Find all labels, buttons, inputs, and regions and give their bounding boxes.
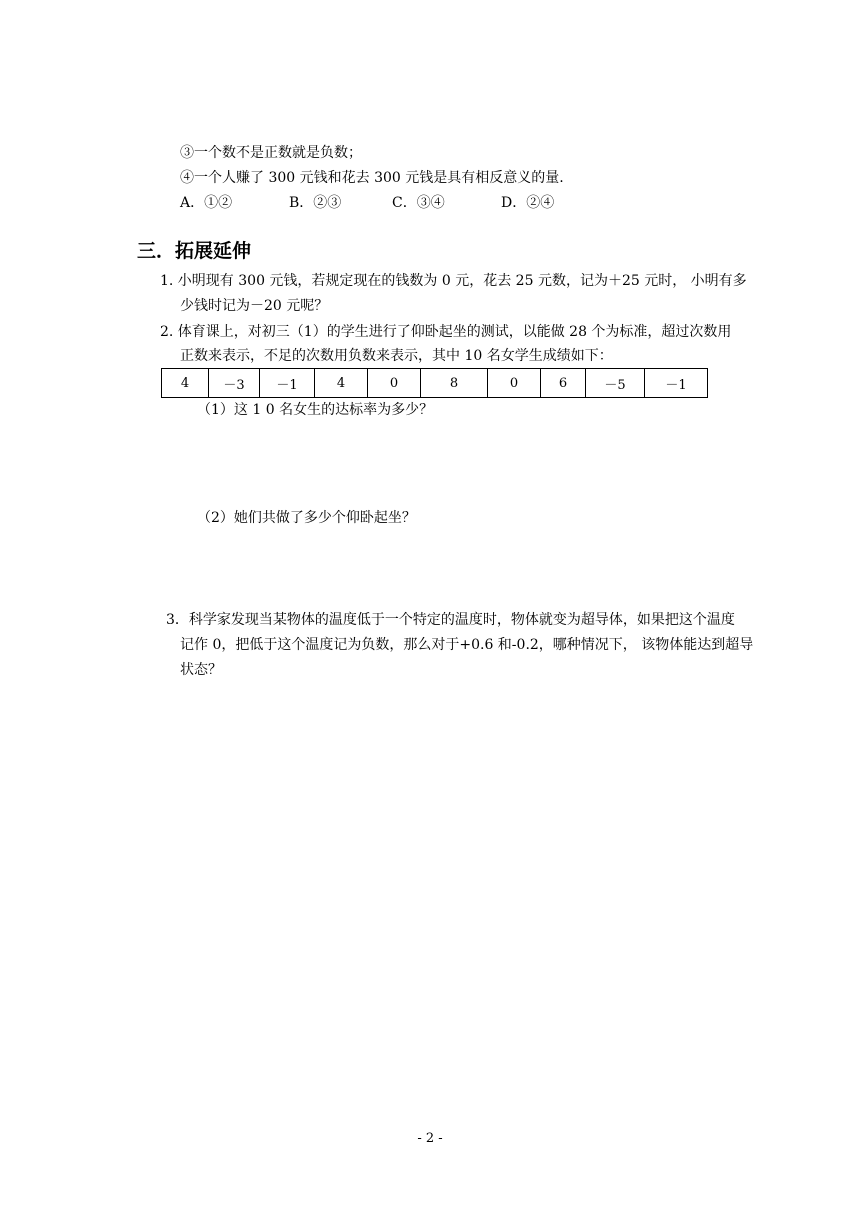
table-row: [162, 369, 708, 398]
q3-line-2: 记作 0，把低于这个温度记为负数，那么对于+0.6 和-0.2，哪种情况下， 该物体能达到超导: [180, 637, 754, 653]
score-cell: 4: [162, 369, 209, 398]
q2-line-2: 正数来表示，不足的次数用负数来表示，其中 10 名女学生成绩如下：: [180, 348, 613, 364]
option-c: C．③④: [392, 195, 445, 211]
score-cell: －1: [260, 369, 315, 398]
score-cell: 6: [541, 369, 586, 398]
q1-line-1: 1. 小明现有 300 元钱，若规定现在的钱数为 0 元，花去 25 元数，记为＋25 元时， 小明有多: [160, 273, 747, 289]
statement-4: ④一个人赚了 300 元钱和花去 300 元钱是具有相反意义的量.: [180, 170, 564, 186]
q3-line-3: 状态？: [180, 662, 222, 678]
score-cell: 8: [421, 369, 488, 398]
option-a: A．①②: [180, 195, 233, 211]
score-cell: 0: [488, 369, 541, 398]
score-cell: －1: [645, 369, 708, 398]
q2-subquestion-2: （2）她们共做了多少个仰卧起坐？: [197, 510, 416, 526]
score-cell: －3: [209, 369, 260, 398]
option-b: B．②③: [289, 195, 342, 211]
answer-options: [180, 193, 554, 213]
score-cell: －5: [586, 369, 645, 398]
page-number: - 2 -: [417, 1131, 443, 1146]
q3-line-1: 3．科学家发现当某物体的温度低于一个特定的温度时，物体就变为超导体，如果把这个温度: [166, 612, 735, 628]
q2-line-1: 2. 体育课上，对初三（1）的学生进行了仰卧起坐的测试，以能做 28 个为标准，超过次数用: [160, 324, 732, 340]
scores-table: [161, 368, 708, 398]
score-cell: 4: [315, 369, 368, 398]
score-cell: 0: [368, 369, 421, 398]
q2-subquestion-1: （1）这 1 0 名女生的达标率为多少？: [197, 402, 434, 418]
option-d: D．②④: [501, 195, 555, 211]
section-heading: 三．拓展延伸: [137, 240, 252, 262]
q1-line-2: 少钱时记为－20 元呢？: [180, 298, 329, 314]
statement-3: ③一个数不是正数就是负数；: [180, 145, 362, 161]
